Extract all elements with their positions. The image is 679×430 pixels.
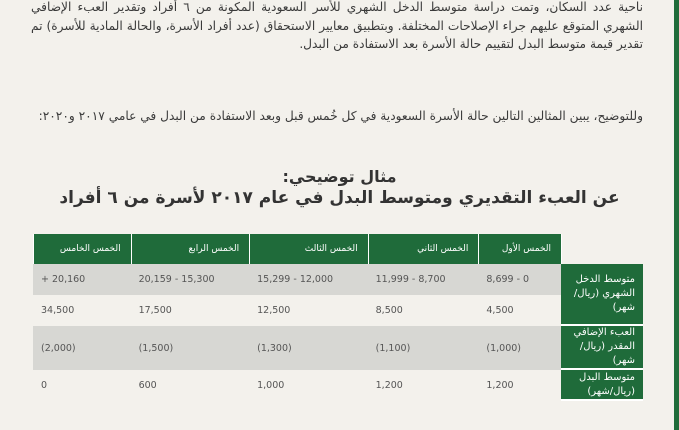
table-cell: 1,200 — [368, 370, 479, 401]
header-quintile-3: الخمس الثالث — [249, 234, 368, 264]
header-quintile-2: الخمس الثاني — [368, 234, 479, 264]
header-quintile-1: الخمس الأول — [478, 234, 561, 264]
table-cell: (1,300) — [249, 326, 368, 370]
table-cell: (1,500) — [131, 326, 250, 370]
table-cell: 17,500 — [131, 295, 250, 326]
table-cell: 8,700 - 11,999 — [368, 264, 479, 295]
example-title: مثال توضيحي: — [282, 167, 397, 186]
explanation-paragraph: وللتوضيح، يبين المثالين التالين حالة الأسرة السعودية في كل خُمس قبل وبعد الاستفادة من البدل في عامي ٢٠١٧ و٢٠٢٠: — [38, 109, 643, 123]
green-edge-bar — [674, 0, 679, 430]
table-cell: (1,000) — [478, 326, 561, 370]
table-cell: 20,160 + — [33, 264, 131, 295]
table-row — [33, 326, 643, 370]
table-row — [33, 295, 643, 326]
table-cell: 34,500 — [33, 295, 131, 326]
table-cell: 0 — [33, 370, 131, 401]
table-header-row — [33, 234, 643, 264]
table-cell: 12,000 - 15,299 — [249, 264, 368, 295]
table-cell: (2,000) — [33, 326, 131, 370]
row-label-burden: العبء الإضافي المقدر (ريال/شهر) — [561, 326, 643, 370]
table-cell: 12,500 — [249, 295, 368, 326]
row-label-income: متوسط الدخل الشهري (ريال/ شهر) — [561, 264, 643, 326]
table-cell: 8,500 — [368, 295, 479, 326]
header-quintile-4: الخمس الرابع — [131, 234, 250, 264]
example-subtitle: عن العبء التقديري ومتوسط البدل في عام ٢٠١٧ لأسرة من ٦ أفراد — [59, 188, 620, 208]
table-cell: 1,200 — [478, 370, 561, 401]
table-cell: 15,300 - 20,159 — [131, 264, 250, 295]
table-cell: 1,000 — [249, 370, 368, 401]
table-cell: 4,500 — [478, 295, 561, 326]
table-cell: 0 - 8,699 — [478, 264, 561, 295]
table-corner-cell — [561, 234, 643, 264]
table-row — [33, 264, 643, 295]
burden-allowance-table — [33, 234, 643, 401]
table-row — [33, 370, 643, 401]
table-cell: (1,100) — [368, 326, 479, 370]
header-quintile-5: الخمس الخامس — [33, 234, 131, 264]
table-cell: 600 — [131, 370, 250, 401]
intro-paragraph: ناحية عدد السكان، وتمت دراسة متوسط الدخل الشهري للأسر السعودية المكونة من ٦ أفراد وتقدير العبء الإضافي الشهري المتوقع عليهم جراء الإصلاحات المختلفة. وبتطبيق معايير الاستحقاق (عدد أفراد الأسرة، والحالة المادية للأسرة) تم تقدير قيمة متوسط البدل لتقييم حالة الأسرة بعد الاستفادة من البدل. — [31, 0, 643, 52]
row-label-allowance: متوسط البدل (ريال/شهر) — [561, 370, 643, 401]
